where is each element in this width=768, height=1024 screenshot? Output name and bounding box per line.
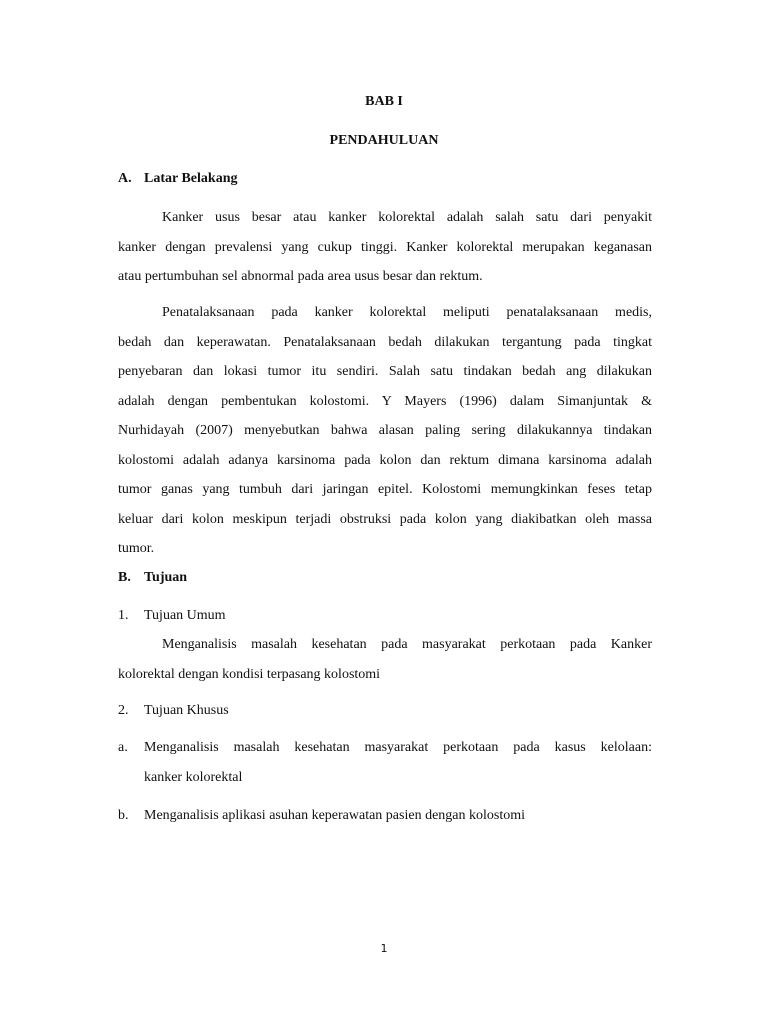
section-a-heading: Latar Belakang: [144, 171, 238, 186]
sub-a-marker: a.: [118, 740, 128, 755]
paragraph-line: Menganalisis masalah kesehatan masyarakat perkotaan pada kasus kelolaan:: [144, 740, 652, 755]
section-a-paragraph-2: [118, 298, 652, 564]
paragraph-line: Nurhidayah (2007) menyebutkan bahwa alasan paling sering dilakukannya tindakan: [118, 423, 652, 438]
paragraph-line: bedah dan keperawatan. Penatalaksanaan bedah dilakukan tergantung pada tingkat: [118, 334, 652, 350]
section-a-marker: A.: [118, 171, 132, 186]
chapter-label: BAB I: [365, 94, 403, 109]
paragraph-line: adalah dengan pembentukan kolostomi. Y Mayers (1996) dalam Simanjuntak &: [118, 393, 652, 409]
paragraph-line: Kanker usus besar atau kanker kolorektal adalah salah satu dari penyakit: [162, 210, 652, 225]
paragraph-line: tumor ganas yang tumbuh dari jaringan epitel. Kolostomi memungkinkan feses tetap: [118, 482, 652, 497]
item-1-paragraph: [118, 630, 652, 689]
paragraph-line: Menganalisis masalah kesehatan pada masyarakat perkotaan pada Kanker: [162, 637, 652, 652]
section-a-paragraph-1: [118, 203, 652, 292]
page-number: 1: [380, 942, 388, 955]
chapter-title: PENDAHULUAN: [329, 133, 439, 148]
paragraph-line: penyebaran dan lokasi tumor itu sendiri. Salah satu tindakan bedah ang dilakukan: [118, 364, 652, 379]
sub-b-marker: b.: [118, 808, 129, 823]
item-1-heading: Tujuan Umum: [144, 608, 226, 623]
sub-a-paragraph: [144, 733, 652, 792]
paragraph-line: kanker kolorektal: [144, 769, 243, 785]
paragraph-line: keluar dari kolon meskipun terjadi obstruksi pada kolon yang diakibatkan oleh massa: [118, 511, 652, 527]
paragraph-line: kanker dengan prevalensi yang cukup tinggi. Kanker kolorektal merupakan keganasan: [118, 239, 652, 255]
paragraph-line: kolorektal dengan kondisi terpasang kolostomi: [118, 666, 381, 682]
item-1-marker: 1.: [118, 608, 129, 623]
item-2-heading: Tujuan Khusus: [144, 703, 229, 718]
paragraph-line: tumor.: [118, 541, 155, 556]
sub-b-text: Menganalisis aplikasi asuhan keperawatan pasien dengan kolostomi: [144, 808, 526, 823]
section-b-marker: B.: [118, 570, 131, 585]
section-b-heading: Tujuan: [144, 570, 188, 585]
paragraph-line: Penatalaksanaan pada kanker kolorektal meliputi penatalaksanaan medis,: [162, 305, 652, 320]
paragraph-line: atau pertumbuhan sel abnormal pada area usus besar dan rektum.: [118, 269, 483, 284]
paragraph-line: kolostomi adalah adanya karsinoma pada kolon dan rektum dimana karsinoma adalah: [118, 452, 652, 468]
item-2-marker: 2.: [118, 703, 129, 718]
